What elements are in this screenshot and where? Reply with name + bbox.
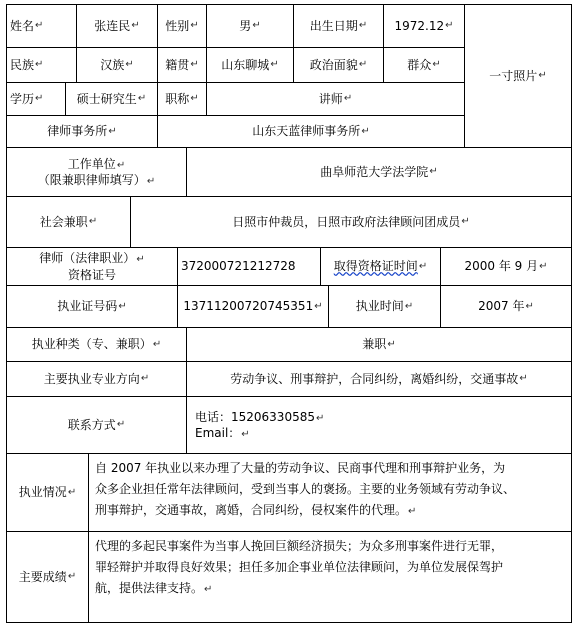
paragraph-mark-icon: ↵ [136,254,145,266]
practice-situation-label [6,453,89,532]
education-field[interactable] [65,82,158,116]
paragraph-mark-icon: ↵ [190,93,199,105]
political-field[interactable] [383,47,465,83]
work-unit-value: 曲阜师范大学法学院 [320,164,429,179]
work-unit-label [6,147,187,197]
paragraph-mark-icon: ↵ [519,373,528,385]
paragraph-mark-icon: ↵ [35,59,44,71]
paragraph-mark-icon: ↵ [343,93,353,105]
paragraph-mark-icon: ↵ [108,125,117,137]
paragraph-mark-icon: ↵ [241,429,250,440]
paragraph-mark-icon: ↵ [361,125,370,137]
title-label-text: 职称 [165,91,190,106]
paragraph-mark-icon: ↵ [140,373,150,385]
paragraph-mark-icon: ↵ [152,338,162,350]
ethnicity-label [6,47,77,83]
cert-number-field[interactable] [177,247,321,286]
practice-type-label-text: 执业种类（专、兼职） [31,337,152,352]
education-label [6,82,66,116]
paragraph-mark-icon: ↵ [204,584,213,595]
part-time-label [6,196,131,248]
paragraph-mark-icon: ↵ [314,300,323,312]
firm-label-text: 律师事务所 [47,124,108,139]
cert-number-value: 372000721212728 [181,259,296,274]
title-label [157,82,207,116]
contact-field[interactable] [186,396,572,454]
practice-time-label-text: 执业时间 [355,299,404,314]
native-label-text: 籍贯 [165,57,190,72]
specialty-label-text: 主要执业专业方向 [43,371,140,386]
achievements-text [95,536,503,600]
paragraph-mark-icon: ↵ [539,260,548,272]
political-label [293,47,384,83]
native-field[interactable] [206,47,294,83]
achievement-line: 罪轻辩护并取得良好效果；担任多加企事业单位法律顾问，为单位发展保驾护 [95,560,504,574]
work-unit-label-line1: 工作单位↵ [67,156,126,171]
paragraph-mark-icon: ↵ [67,571,77,583]
paragraph-mark-icon: ↵ [146,176,156,187]
specialty-label [6,361,187,397]
practice-time-value: 2007 年 [478,299,525,314]
name-value: 张连民 [94,18,131,33]
paragraph-mark-icon: ↵ [387,338,396,350]
education-label-text: 学历 [10,91,35,106]
paragraph-mark-icon: ↵ [35,93,44,105]
achievements-field[interactable] [88,531,572,623]
specialty-field[interactable] [186,361,572,397]
paragraph-mark-icon: ↵ [252,20,261,32]
gender-field[interactable] [206,4,294,48]
firm-label [6,115,158,148]
paragraph-mark-icon: ↵ [418,260,428,272]
work-unit-label-line2: （限兼职律师填写）↵ [37,173,156,187]
paragraph-mark-icon: ↵ [358,20,368,32]
paragraph-mark-icon: ↵ [270,59,279,71]
work-unit-field[interactable] [186,147,572,197]
practice-line: 刑事辩护，交通事故，离婚，合同纠纷，侵权案件的代理。↵ [95,503,417,517]
paragraph-mark-icon: ↵ [67,486,77,498]
native-value: 山东聊城 [221,57,270,72]
specialty-value: 劳动争议、刑事辩护，合同纠纷，离婚纠纷，交通事故 [230,371,519,386]
paragraph-mark-icon: ↵ [445,20,454,32]
contact-email: Email：↵ [195,426,250,440]
paragraph-mark-icon: ↵ [137,93,147,105]
birth-label [293,4,384,48]
paragraph-mark-icon: ↵ [408,506,417,517]
cert-date-label-text: 取得资格证时间 [333,259,418,274]
practice-type-label [6,327,187,362]
paragraph-mark-icon: ↵ [190,20,199,32]
contact-phone: 电话：15206330585↵ [195,409,325,424]
title-value: 讲师 [318,91,343,106]
ethnicity-field[interactable] [76,47,158,83]
gender-label-text: 性别 [165,18,190,33]
photo-box[interactable] [464,4,572,148]
birth-field[interactable] [383,4,465,48]
birth-label-text: 出生日期 [309,18,358,33]
paragraph-mark-icon: ↵ [538,70,547,82]
paragraph-mark-icon: ↵ [358,59,368,71]
part-time-value: 日照市仲裁员，日照市政府法律顾问团成员 [232,214,461,229]
firm-field[interactable] [157,115,465,148]
paragraph-mark-icon: ↵ [116,419,126,431]
achievement-line: 代理的多起民事案件为当事人挽回巨额经济损失；为众多刑事案件进行无罪， [95,539,504,553]
cert-date-value: 2000 年 9 月 [464,259,539,274]
achievement-line: 航，提供法律支持。↵ [95,581,213,595]
practice-situation-field[interactable] [88,453,572,532]
paragraph-mark-icon: ↵ [404,300,414,312]
political-label-text: 政治面貌 [309,57,358,72]
name-label-text: 姓名 [10,18,35,33]
practice-situation-text [95,458,515,522]
gender-value: 男 [239,18,252,33]
paragraph-mark-icon: ↵ [432,59,441,71]
cert-number-label-line1: 律师（法律职业）↵ [39,251,145,266]
photo-label: 一寸照片 [489,68,538,83]
license-label-text: 执业证号码 [57,299,118,314]
practice-time-field[interactable] [440,285,572,328]
name-label [6,4,77,48]
paragraph-mark-icon: ↵ [35,20,44,32]
practice-type-value: 兼职 [362,337,387,352]
birth-value: 1972.12 [394,18,445,33]
cert-number-label [6,247,178,286]
contact-label-text: 联系方式 [67,417,116,432]
paragraph-mark-icon: ↵ [116,159,126,171]
paragraph-mark-icon: ↵ [525,300,534,312]
education-value: 硕士研究生 [76,91,137,106]
practice-type-field[interactable] [186,327,572,362]
license-field[interactable] [177,285,329,328]
political-value: 群众 [407,57,432,72]
part-time-field[interactable] [130,196,572,248]
cert-number-label-line2: 资格证号 [67,267,116,282]
paragraph-mark-icon: ↵ [461,216,470,228]
cert-date-field[interactable] [440,247,572,286]
paragraph-mark-icon: ↵ [118,300,127,312]
cert-date-label [320,247,441,286]
native-label [157,47,207,83]
license-label [6,285,178,328]
license-value: 13711200720745351 [183,299,314,314]
achievements-label-text: 主要成绩 [18,569,67,584]
paragraph-mark-icon: ↵ [429,166,438,178]
paragraph-mark-icon: ↵ [88,216,98,228]
paragraph-mark-icon: ↵ [315,412,325,424]
paragraph-mark-icon: ↵ [190,59,199,71]
practice-line: 自 2007 年执业以来办理了大量的劳动争议、民商事代理和刑事辩护业务，为 [95,461,506,475]
ethnicity-value: 汉族 [100,57,125,72]
firm-value: 山东天蓝律师事务所 [252,124,361,139]
paragraph-mark-icon: ↵ [125,59,134,71]
achievements-label [6,531,89,623]
paragraph-mark-icon: ↵ [131,20,140,32]
contact-label [6,396,187,454]
practice-situation-label-text: 执业情况 [18,485,67,500]
practice-time-label [328,285,441,328]
practice-line: 众多企业担任常年法律顾问，受到当事人的褒扬。主要的业务领域有劳动争议、 [95,482,516,496]
gender-label [157,4,207,48]
name-field[interactable] [76,4,158,48]
ethnicity-label-text: 民族 [10,57,35,72]
title-field[interactable] [206,82,465,116]
part-time-label-text: 社会兼职 [39,214,88,229]
